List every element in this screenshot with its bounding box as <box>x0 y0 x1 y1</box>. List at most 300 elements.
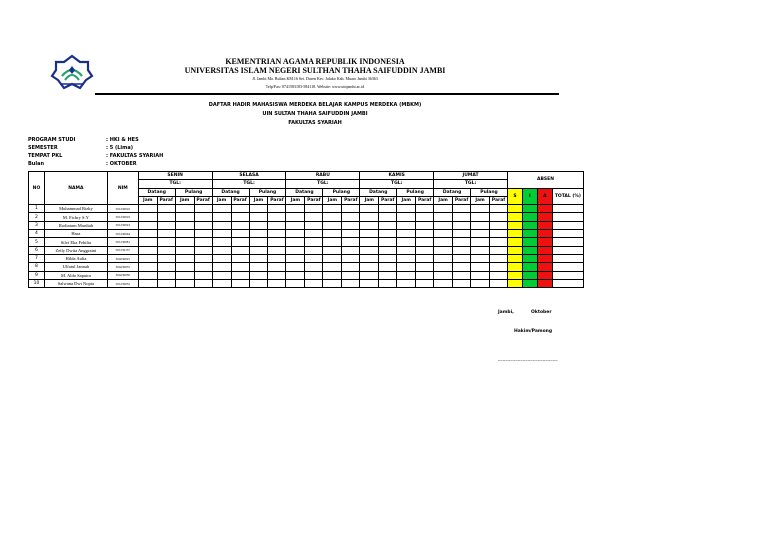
table-row <box>29 263 584 271</box>
attendance-cell <box>342 246 360 254</box>
attendance-cell <box>138 246 157 254</box>
attendance-cell <box>194 254 212 262</box>
attendance-cell <box>231 205 249 213</box>
pulang-header: Pulang <box>249 188 286 196</box>
attendance-cell <box>212 254 231 262</box>
attendance-cell <box>175 205 194 213</box>
attendance-cell <box>360 279 379 287</box>
attendance-cell <box>138 279 157 287</box>
attendance-cell <box>286 205 305 213</box>
attendance-cell <box>231 254 249 262</box>
attendance-cell <box>138 271 157 279</box>
jam-header: Jam <box>397 196 416 204</box>
attendance-cell <box>212 205 231 213</box>
absen-i-cell <box>522 263 537 271</box>
attendance-cell <box>490 263 508 271</box>
absen-i-cell <box>522 213 537 221</box>
attendance-cell <box>249 230 268 238</box>
table-row <box>29 205 584 213</box>
attendance-cell <box>490 213 508 221</box>
row-no: 8 <box>29 263 45 271</box>
attendance-cell <box>397 279 416 287</box>
total-cell <box>552 213 583 221</box>
attendance-cell <box>490 246 508 254</box>
jam-header: Jam <box>434 196 453 204</box>
attendance-cell <box>360 254 379 262</box>
header-rule <box>95 93 559 95</box>
student-nim: 501230052 <box>107 279 138 287</box>
col-nim-header: NIM <box>107 172 138 205</box>
attendance-cell <box>471 254 490 262</box>
attendance-cell <box>453 205 471 213</box>
jam-header: Jam <box>212 196 231 204</box>
attendance-cell <box>194 279 212 287</box>
absen-a-cell <box>537 238 552 246</box>
attendance-cell <box>249 271 268 279</box>
absen-s-cell <box>507 238 522 246</box>
absen-i-cell <box>522 221 537 229</box>
attendance-cell <box>231 279 249 287</box>
absen-a-cell <box>537 213 552 221</box>
attendance-cell <box>194 271 212 279</box>
datang-header: Datang <box>360 188 397 196</box>
attendance-cell <box>434 230 453 238</box>
attendance-cell <box>175 238 194 246</box>
student-nim: 501230064 <box>107 230 138 238</box>
day-header-selasa: SELASA <box>212 172 286 180</box>
attendance-cell <box>397 205 416 213</box>
attendance-cell <box>305 254 323 262</box>
attendance-cell <box>490 221 508 229</box>
attendance-cell <box>138 238 157 246</box>
attendance-cell <box>379 271 397 279</box>
absen-s-cell <box>507 263 522 271</box>
row-no: 7 <box>29 254 45 262</box>
attendance-cell <box>342 230 360 238</box>
attendance-cell <box>194 213 212 221</box>
attendance-cell <box>379 205 397 213</box>
tgl-cell: TGL: <box>212 180 286 188</box>
absen-i-cell <box>522 246 537 254</box>
attendance-cell <box>268 263 286 271</box>
row-no: 9 <box>29 271 45 279</box>
attendance-cell <box>323 230 342 238</box>
pulang-header: Pulang <box>175 188 212 196</box>
attendance-cell <box>416 205 434 213</box>
attendance-cell <box>194 221 212 229</box>
attendance-cell <box>323 254 342 262</box>
attendance-cell <box>268 205 286 213</box>
attendance-cell <box>416 213 434 221</box>
table-row <box>29 254 584 262</box>
tgl-cell: TGL: <box>286 180 360 188</box>
attendance-cell <box>249 205 268 213</box>
total-cell <box>552 271 583 279</box>
attendance-cell <box>231 246 249 254</box>
attendance-cell <box>231 263 249 271</box>
attendance-cell <box>453 254 471 262</box>
attendance-cell <box>434 271 453 279</box>
paraf-header: Paraf <box>157 196 175 204</box>
attendance-cell <box>286 263 305 271</box>
attendance-cell <box>175 263 194 271</box>
attendance-cell <box>379 246 397 254</box>
attendance-cell <box>268 246 286 254</box>
attendance-cell <box>175 221 194 229</box>
student-name: Hasa <box>44 230 107 238</box>
attendance-cell <box>471 221 490 229</box>
attendance-cell <box>379 213 397 221</box>
total-header: TOTAL (%) <box>552 188 583 205</box>
attendance-cell <box>416 254 434 262</box>
attendance-cell <box>305 205 323 213</box>
footer-place: Jambi, <box>498 310 514 315</box>
datang-header: Datang <box>138 188 175 196</box>
pulang-header: Pulang <box>471 188 508 196</box>
jam-header: Jam <box>138 196 157 204</box>
row-no: 2 <box>29 213 45 221</box>
attendance-cell <box>471 246 490 254</box>
absen-i-header: I <box>522 188 537 205</box>
absen-s-cell <box>507 213 522 221</box>
attendance-cell <box>360 205 379 213</box>
absen-a-cell <box>537 254 552 262</box>
university-contact: Telp/Fax: 0741583183-584118. Website: www.uinjambi.ac.id <box>265 84 365 89</box>
tgl-cell: TGL: <box>360 180 434 188</box>
attendance-cell <box>397 263 416 271</box>
attendance-cell <box>397 254 416 262</box>
absen-i-cell <box>522 254 537 262</box>
footer-role: Hakim/Pamong <box>514 329 553 334</box>
total-cell <box>552 221 583 229</box>
attendance-cell <box>453 246 471 254</box>
attendance-cell <box>379 263 397 271</box>
student-nim: 304230035 <box>107 263 138 271</box>
attendance-cell <box>305 221 323 229</box>
attendance-cell <box>249 246 268 254</box>
table-row <box>29 279 584 287</box>
paraf-header: Paraf <box>305 196 323 204</box>
attendance-cell <box>268 271 286 279</box>
student-name: M. Aldo Saputra <box>44 271 107 279</box>
attendance-cell <box>157 213 175 221</box>
attendance-cell <box>453 221 471 229</box>
student-name: M. Fichry S.Y <box>44 213 107 221</box>
student-name: Muhammad Rizky <box>44 205 107 213</box>
attendance-cell <box>342 221 360 229</box>
attendance-cell <box>231 230 249 238</box>
attendance-cell <box>212 230 231 238</box>
student-name: Salwana Dwi Nopia <box>44 279 107 287</box>
attendance-cell <box>434 254 453 262</box>
attendance-cell <box>342 271 360 279</box>
absen-a-cell <box>537 263 552 271</box>
attendance-cell <box>323 213 342 221</box>
attendance-cell <box>138 221 157 229</box>
paraf-header: Paraf <box>453 196 471 204</box>
attendance-cell <box>157 205 175 213</box>
attendance-cell <box>323 246 342 254</box>
total-cell <box>552 254 583 262</box>
attendance-cell <box>342 205 360 213</box>
info-bulan: Bulan : OKTOBER <box>28 161 137 167</box>
attendance-cell <box>175 271 194 279</box>
attendance-cell <box>175 279 194 287</box>
attendance-cell <box>175 246 194 254</box>
attendance-cell <box>453 263 471 271</box>
attendance-cell <box>212 238 231 246</box>
day-header-kamis: KAMIS <box>360 172 434 180</box>
attendance-cell <box>416 279 434 287</box>
absen-header: ABSEN <box>507 172 583 189</box>
ministry-name: KEMENTRIAN AGAMA REPUBLIK INDONESIA <box>225 57 405 66</box>
attendance-cell <box>323 205 342 213</box>
absen-i-cell <box>522 205 537 213</box>
attendance-cell <box>453 279 471 287</box>
attendance-cell <box>471 263 490 271</box>
pulang-header: Pulang <box>397 188 434 196</box>
attendance-cell <box>249 238 268 246</box>
attendance-cell <box>175 230 194 238</box>
paraf-header: Paraf <box>268 196 286 204</box>
absen-a-cell <box>537 271 552 279</box>
jam-header: Jam <box>175 196 194 204</box>
attendance-cell <box>157 221 175 229</box>
table-row <box>29 246 584 254</box>
attendance-cell <box>416 263 434 271</box>
student-nim: 501230023 <box>107 221 138 229</box>
total-cell <box>552 205 583 213</box>
attendance-cell <box>194 263 212 271</box>
attendance-cell <box>434 221 453 229</box>
attendance-cell <box>342 279 360 287</box>
student-name: Silvi Eka Febilia <box>44 238 107 246</box>
attendance-cell <box>360 221 379 229</box>
paraf-header: Paraf <box>194 196 212 204</box>
jam-header: Jam <box>286 196 305 204</box>
absen-s-cell <box>507 230 522 238</box>
attendance-cell <box>212 246 231 254</box>
student-name: Rodiatum Mardiah <box>44 221 107 229</box>
attendance-cell <box>360 238 379 246</box>
doc-title: DAFTAR HADIR MAHASISWA MERDEKA BELAJAR KAMPUS MERDEKA (MBKM) <box>208 102 422 108</box>
attendance-cell <box>157 238 175 246</box>
uin-jambi-logo <box>50 54 94 90</box>
attendance-cell <box>305 271 323 279</box>
attendance-cell <box>305 263 323 271</box>
attendance-cell <box>175 254 194 262</box>
attendance-cell <box>342 254 360 262</box>
attendance-cell <box>397 221 416 229</box>
attendance-cell <box>305 238 323 246</box>
attendance-cell <box>416 221 434 229</box>
attendance-cell <box>138 263 157 271</box>
attendance-cell <box>286 279 305 287</box>
attendance-cell <box>249 279 268 287</box>
tgl-cell: TGL: <box>138 180 212 188</box>
attendance-cell <box>434 263 453 271</box>
attendance-cell <box>212 221 231 229</box>
row-no: 3 <box>29 221 45 229</box>
doc-subtitle-faculty: FAKULTAS SYARIAH <box>288 120 342 126</box>
student-name: Zetly Dwita Anggraini <box>44 246 107 254</box>
attendance-cell <box>397 213 416 221</box>
attendance-cell <box>249 221 268 229</box>
attendance-cell <box>157 271 175 279</box>
attendance-cell <box>416 271 434 279</box>
attendance-cell <box>471 279 490 287</box>
attendance-cell <box>268 238 286 246</box>
total-cell <box>552 263 583 271</box>
info-program-studi: PROGRAM STUDI : HKI & HES <box>28 137 139 143</box>
attendance-cell <box>379 254 397 262</box>
attendance-cell <box>323 263 342 271</box>
attendance-cell <box>342 213 360 221</box>
absen-s-cell <box>507 246 522 254</box>
day-header-senin: SENIN <box>138 172 212 180</box>
doc-subtitle-university: UIN SULTAN THAHA SAIFUDDIN JAMBI <box>262 111 368 117</box>
absen-a-header: A <box>537 188 552 205</box>
row-no: 1 <box>29 205 45 213</box>
attendance-cell <box>434 279 453 287</box>
attendance-cell <box>379 279 397 287</box>
attendance-cell <box>323 238 342 246</box>
attendance-cell <box>379 221 397 229</box>
attendance-cell <box>194 246 212 254</box>
attendance-cell <box>397 246 416 254</box>
attendance-cell <box>471 205 490 213</box>
attendance-cell <box>157 230 175 238</box>
attendance-cell <box>305 246 323 254</box>
student-nim: 501230137 <box>107 246 138 254</box>
paraf-header: Paraf <box>342 196 360 204</box>
attendance-cell <box>138 213 157 221</box>
attendance-cell <box>416 246 434 254</box>
attendance-cell <box>268 213 286 221</box>
student-nim: 501230019 <box>107 213 138 221</box>
absen-a-cell <box>537 230 552 238</box>
row-no: 4 <box>29 230 45 238</box>
attendance-cell <box>268 230 286 238</box>
absen-i-cell <box>522 230 537 238</box>
attendance-cell <box>453 271 471 279</box>
attendance-cell <box>342 263 360 271</box>
attendance-cell <box>231 238 249 246</box>
attendance-cell <box>157 279 175 287</box>
absen-s-cell <box>507 279 522 287</box>
attendance-cell <box>360 271 379 279</box>
table-row <box>29 213 584 221</box>
student-nim: 304230050 <box>107 271 138 279</box>
attendance-cell <box>323 221 342 229</box>
attendance-cell <box>453 238 471 246</box>
jam-header: Jam <box>360 196 379 204</box>
info-semester: SEMESTER : 5 (Lima) <box>28 145 134 151</box>
attendance-cell <box>268 254 286 262</box>
attendance-cell <box>397 271 416 279</box>
university-name: UNIVERSITAS ISLAM NEGERI SULTHAN THAHA SAIFUDDIN JAMBI <box>184 66 446 75</box>
attendance-cell <box>212 271 231 279</box>
attendance-cell <box>194 238 212 246</box>
absen-a-cell <box>537 221 552 229</box>
attendance-cell <box>490 205 508 213</box>
attendance-cell <box>212 263 231 271</box>
attendance-cell <box>231 271 249 279</box>
student-nim: 501230010 <box>107 205 138 213</box>
jam-header: Jam <box>249 196 268 204</box>
total-cell <box>552 238 583 246</box>
table-row <box>29 238 584 246</box>
attendance-cell <box>157 254 175 262</box>
attendance-cell <box>286 238 305 246</box>
paraf-header: Paraf <box>490 196 508 204</box>
attendance-cell <box>342 238 360 246</box>
attendance-cell <box>157 263 175 271</box>
absen-s-cell <box>507 221 522 229</box>
attendance-cell <box>194 230 212 238</box>
attendance-cell <box>471 271 490 279</box>
student-name: Hilda Aulia <box>44 254 107 262</box>
attendance-cell <box>249 213 268 221</box>
attendance-cell <box>360 263 379 271</box>
row-no: 5 <box>29 238 45 246</box>
absen-i-cell <box>522 279 537 287</box>
absen-s-cell <box>507 205 522 213</box>
attendance-cell <box>397 238 416 246</box>
student-name: Ulfatul Jannah <box>44 263 107 271</box>
row-no: 10 <box>29 279 45 287</box>
paraf-header: Paraf <box>416 196 434 204</box>
attendance-cell <box>490 254 508 262</box>
absen-i-cell <box>522 271 537 279</box>
student-nim: 501230081 <box>107 238 138 246</box>
absen-a-cell <box>537 246 552 254</box>
attendance-cell <box>360 213 379 221</box>
attendance-cell <box>286 221 305 229</box>
attendance-cell <box>138 254 157 262</box>
attendance-cell <box>490 230 508 238</box>
attendance-cell <box>212 213 231 221</box>
attendance-cell <box>231 221 249 229</box>
table-row <box>29 221 584 229</box>
attendance-cell <box>157 246 175 254</box>
attendance-cell <box>379 230 397 238</box>
attendance-cell <box>286 254 305 262</box>
table-row <box>29 271 584 279</box>
total-cell <box>552 279 583 287</box>
attendance-cell <box>249 263 268 271</box>
absen-i-cell <box>522 238 537 246</box>
attendance-cell <box>397 230 416 238</box>
university-address: Jl. Jambi Ma. Bulian KM.16 Sei. Duren Kec. Jaluko Kab. Muaro Jambi 36363 <box>252 76 378 81</box>
attendance-cell <box>231 213 249 221</box>
attendance-cell <box>471 230 490 238</box>
attendance-cell <box>453 230 471 238</box>
attendance-cell <box>434 246 453 254</box>
attendance-cell <box>490 271 508 279</box>
attendance-cell <box>323 271 342 279</box>
attendance-cell <box>268 279 286 287</box>
attendance-cell <box>416 230 434 238</box>
absen-a-cell <box>537 279 552 287</box>
attendance-cell <box>286 213 305 221</box>
absen-a-cell <box>537 205 552 213</box>
attendance-cell <box>416 238 434 246</box>
attendance-cell <box>212 279 231 287</box>
attendance-cell <box>471 213 490 221</box>
attendance-cell <box>138 205 157 213</box>
absen-s-cell <box>507 254 522 262</box>
